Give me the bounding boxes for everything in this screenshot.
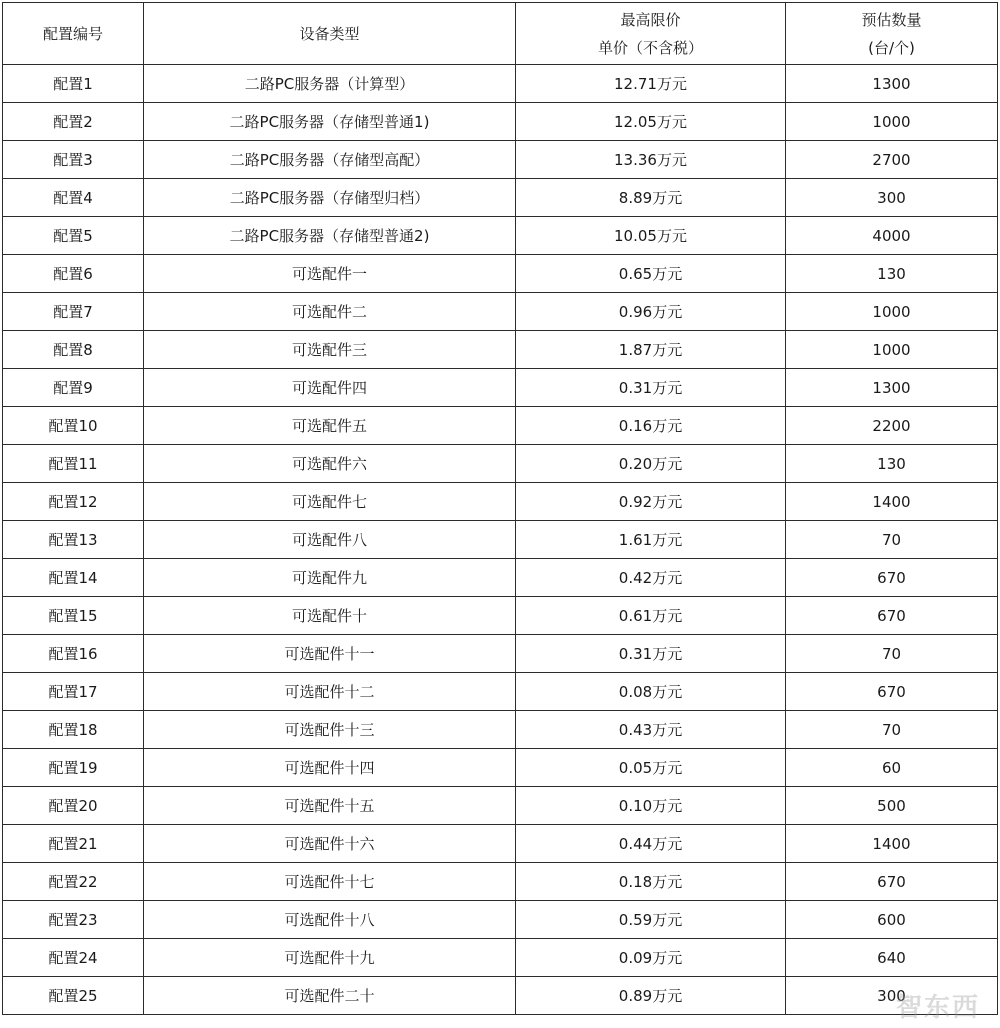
table-row <box>3 483 998 521</box>
cell-max-price: 0.43万元 <box>516 711 786 749</box>
table-row <box>3 445 998 483</box>
cell-max-price: 0.10万元 <box>516 787 786 825</box>
table-body <box>3 65 998 1015</box>
cell-estimated-qty: 70 <box>786 711 998 749</box>
cell-max-price: 0.65万元 <box>516 255 786 293</box>
cell-estimated-qty: 2700 <box>786 141 998 179</box>
table-row <box>3 939 998 977</box>
cell-device-type: 可选配件十 <box>144 597 516 635</box>
cell-device-type: 二路PC服务器（存储型高配） <box>144 141 516 179</box>
cell-estimated-qty: 1300 <box>786 65 998 103</box>
header-estimated-qty-line1: 预估数量 <box>861 10 922 29</box>
cell-estimated-qty: 300 <box>786 179 998 217</box>
cell-estimated-qty: 60 <box>786 749 998 787</box>
cell-max-price: 0.09万元 <box>516 939 786 977</box>
cell-device-type: 可选配件十一 <box>144 635 516 673</box>
cell-device-type: 可选配件十六 <box>144 825 516 863</box>
cell-estimated-qty: 1400 <box>786 483 998 521</box>
cell-max-price: 13.36万元 <box>516 141 786 179</box>
cell-estimated-qty: 1400 <box>786 825 998 863</box>
cell-config-id: 配置9 <box>3 369 144 407</box>
table-row <box>3 673 998 711</box>
cell-max-price: 12.71万元 <box>516 65 786 103</box>
cell-config-id: 配置22 <box>3 863 144 901</box>
cell-config-id: 配置12 <box>3 483 144 521</box>
cell-config-id: 配置23 <box>3 901 144 939</box>
cell-estimated-qty: 670 <box>786 863 998 901</box>
cell-device-type: 二路PC服务器（存储型普通2) <box>144 217 516 255</box>
cell-estimated-qty: 130 <box>786 445 998 483</box>
cell-estimated-qty: 1000 <box>786 331 998 369</box>
cell-device-type: 可选配件九 <box>144 559 516 597</box>
cell-device-type: 二路PC服务器（存储型普通1) <box>144 103 516 141</box>
header-max-price <box>516 3 786 65</box>
cell-max-price: 0.92万元 <box>516 483 786 521</box>
cell-max-price: 0.18万元 <box>516 863 786 901</box>
cell-estimated-qty: 600 <box>786 901 998 939</box>
cell-estimated-qty: 2200 <box>786 407 998 445</box>
cell-max-price: 8.89万元 <box>516 179 786 217</box>
table-row <box>3 635 998 673</box>
cell-config-id: 配置1 <box>3 65 144 103</box>
cell-device-type: 可选配件八 <box>144 521 516 559</box>
header-row <box>3 3 998 65</box>
cell-device-type: 可选配件五 <box>144 407 516 445</box>
cell-max-price: 0.20万元 <box>516 445 786 483</box>
cell-max-price: 0.08万元 <box>516 673 786 711</box>
cell-max-price: 0.42万元 <box>516 559 786 597</box>
cell-estimated-qty: 1000 <box>786 103 998 141</box>
table-row <box>3 103 998 141</box>
cell-device-type: 可选配件十七 <box>144 863 516 901</box>
cell-config-id: 配置2 <box>3 103 144 141</box>
cell-max-price: 0.16万元 <box>516 407 786 445</box>
cell-config-id: 配置10 <box>3 407 144 445</box>
cell-device-type: 可选配件十三 <box>144 711 516 749</box>
cell-estimated-qty: 670 <box>786 673 998 711</box>
table-row <box>3 787 998 825</box>
table-row <box>3 597 998 635</box>
table-row <box>3 901 998 939</box>
cell-max-price: 1.61万元 <box>516 521 786 559</box>
header-max-price-line2: 单价（不含税） <box>597 38 703 57</box>
cell-max-price: 0.44万元 <box>516 825 786 863</box>
cell-max-price: 0.96万元 <box>516 293 786 331</box>
table-row <box>3 179 998 217</box>
cell-estimated-qty: 130 <box>786 255 998 293</box>
cell-device-type: 可选配件二 <box>144 293 516 331</box>
config-table <box>2 2 998 1015</box>
cell-config-id: 配置5 <box>3 217 144 255</box>
table-row <box>3 407 998 445</box>
cell-device-type: 可选配件四 <box>144 369 516 407</box>
cell-config-id: 配置15 <box>3 597 144 635</box>
cell-device-type: 可选配件六 <box>144 445 516 483</box>
header-estimated-qty-line2: (台/个) <box>868 38 915 57</box>
cell-device-type: 可选配件十八 <box>144 901 516 939</box>
cell-estimated-qty: 70 <box>786 521 998 559</box>
cell-config-id: 配置13 <box>3 521 144 559</box>
cell-max-price: 0.05万元 <box>516 749 786 787</box>
cell-config-id: 配置16 <box>3 635 144 673</box>
cell-estimated-qty: 500 <box>786 787 998 825</box>
cell-config-id: 配置25 <box>3 977 144 1015</box>
cell-estimated-qty: 640 <box>786 939 998 977</box>
cell-config-id: 配置19 <box>3 749 144 787</box>
header-device-type: 设备类型 <box>144 3 516 65</box>
cell-config-id: 配置14 <box>3 559 144 597</box>
cell-estimated-qty: 4000 <box>786 217 998 255</box>
cell-device-type: 可选配件十五 <box>144 787 516 825</box>
cell-config-id: 配置17 <box>3 673 144 711</box>
table-row <box>3 825 998 863</box>
cell-device-type: 可选配件十四 <box>144 749 516 787</box>
cell-device-type: 二路PC服务器（存储型归档） <box>144 179 516 217</box>
cell-config-id: 配置4 <box>3 179 144 217</box>
cell-max-price: 1.87万元 <box>516 331 786 369</box>
cell-config-id: 配置8 <box>3 331 144 369</box>
cell-max-price: 0.59万元 <box>516 901 786 939</box>
table-row <box>3 369 998 407</box>
cell-estimated-qty: 1000 <box>786 293 998 331</box>
table-row <box>3 977 998 1015</box>
cell-config-id: 配置24 <box>3 939 144 977</box>
cell-config-id: 配置21 <box>3 825 144 863</box>
table-row <box>3 559 998 597</box>
cell-device-type: 可选配件十二 <box>144 673 516 711</box>
header-max-price-line1: 最高限价 <box>620 10 681 29</box>
cell-device-type: 可选配件十九 <box>144 939 516 977</box>
cell-config-id: 配置7 <box>3 293 144 331</box>
table-row <box>3 521 998 559</box>
cell-max-price: 12.05万元 <box>516 103 786 141</box>
table-row <box>3 863 998 901</box>
table-row <box>3 293 998 331</box>
cell-device-type: 可选配件三 <box>144 331 516 369</box>
table-row <box>3 331 998 369</box>
cell-config-id: 配置3 <box>3 141 144 179</box>
cell-device-type: 可选配件二十 <box>144 977 516 1015</box>
watermark-logo: 智东西 <box>895 993 980 1023</box>
table-row <box>3 217 998 255</box>
cell-max-price: 0.89万元 <box>516 977 786 1015</box>
cell-max-price: 0.31万元 <box>516 635 786 673</box>
table-row <box>3 255 998 293</box>
header-estimated-qty <box>786 3 998 65</box>
cell-device-type: 可选配件一 <box>144 255 516 293</box>
cell-device-type: 可选配件七 <box>144 483 516 521</box>
table-row <box>3 65 998 103</box>
cell-max-price: 10.05万元 <box>516 217 786 255</box>
cell-estimated-qty: 300 <box>786 977 998 1015</box>
cell-device-type: 二路PC服务器（计算型） <box>144 65 516 103</box>
table-row <box>3 141 998 179</box>
cell-estimated-qty: 670 <box>786 597 998 635</box>
cell-max-price: 0.61万元 <box>516 597 786 635</box>
cell-config-id: 配置18 <box>3 711 144 749</box>
cell-estimated-qty: 1300 <box>786 369 998 407</box>
cell-estimated-qty: 70 <box>786 635 998 673</box>
table-row <box>3 749 998 787</box>
cell-estimated-qty: 670 <box>786 559 998 597</box>
header-config-id: 配置编号 <box>3 3 144 65</box>
cell-max-price: 0.31万元 <box>516 369 786 407</box>
cell-config-id: 配置11 <box>3 445 144 483</box>
cell-config-id: 配置20 <box>3 787 144 825</box>
table-row <box>3 711 998 749</box>
cell-config-id: 配置6 <box>3 255 144 293</box>
